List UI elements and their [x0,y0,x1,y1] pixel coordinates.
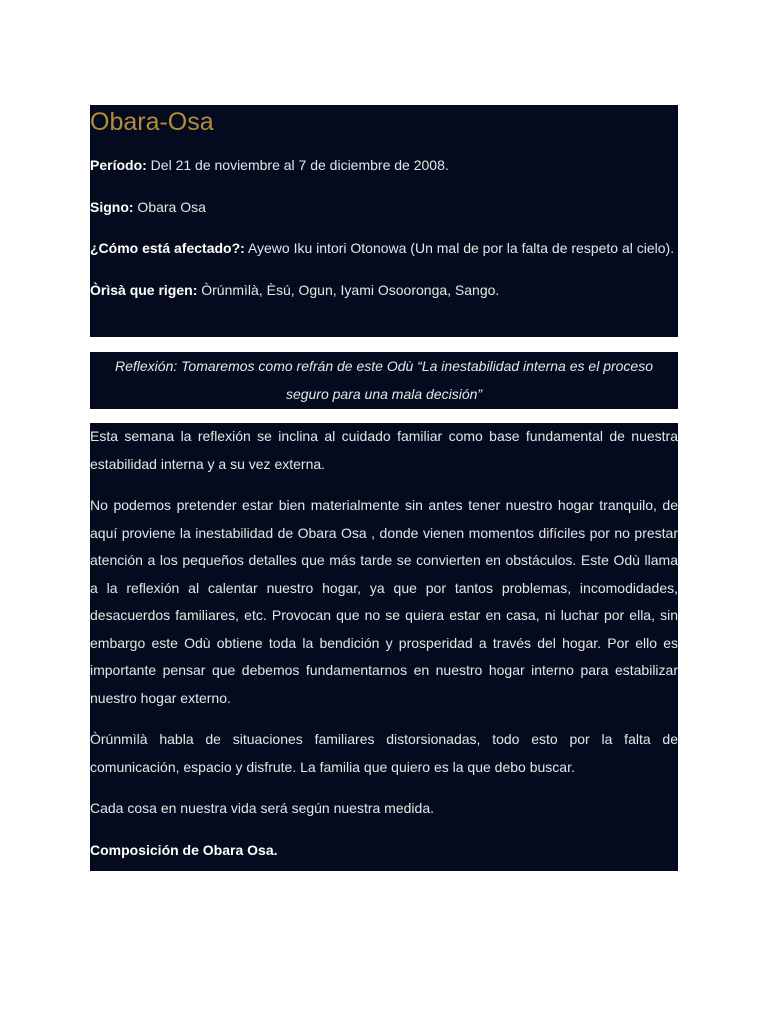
periodo-label: Período: [90,157,147,173]
periodo-line [90,152,678,180]
body-paragraph-1: Esta semana la reflexión se inclina al cuidado familiar como base fundamental de nuestra estabilidad interna y a su vez externa. [90,428,678,472]
reflexion-block [90,352,678,409]
body-paragraph-2: No podemos pretender estar bien materialmente sin antes tener nuestro hogar tranquilo, de aquí proviene la inestabilidad de Obara Osa , donde vienen momentos difíciles por no prestar atención a los pequeños detalles que más tarde se convierten en obstáculos. Este Odù llama a la reflexión al calentar nuestro hogar, ya que por tantos problemas, incomodidades, desacuerdos familiares, etc. Provocan que no se quiera estar en casa, ni luchar por ella, sin embargo este Odù obtiene toda la bendición y prosperidad a través del hogar. Por ello es importante pensar que debemos fundamentarnos en nuestro hogar interno para estabilizar nuestro hogar externo. [90,497,678,706]
orisa-value: Òrúnmìlà, Èsú, Ogun, Iyami Osooronga, Sango. [197,281,500,298]
body-paragraph-4: Cada cosa en nuestra vida será según nuestra medida. [90,800,434,816]
page-title: Obara-Osa [90,108,214,136]
signo-line [90,194,678,222]
afectado-value: Ayewo Iku intori Otonowa (Un mal de por la falta de respeto al cielo). [244,240,675,256]
signo-label: Signo: [90,198,134,215]
body-block [90,423,678,871]
afectado-line [90,235,678,263]
reflexion-quote: Reflexión: Tomaremos como refrán de este Odù “La inestabilidad interna es el proceso seguro para una mala decisión” [115,358,653,402]
body-paragraph-3: Òrúnmìlà habla de situaciones familiares distorsionadas, todo esto por la falta de comunicación, espacio y disfrute. La familia que quiero es la que debo buscar. [90,731,678,775]
periodo-value: Del 21 de noviembre al 7 de diciembre de 2008. [146,157,449,173]
signo-value: Obara Osa [133,198,206,215]
composicion-heading: Composición de Obara Osa. [90,841,278,858]
orisa-line [90,277,678,305]
orisa-label: Òrìsà que rigen: [90,281,198,298]
header-block [90,105,678,337]
afectado-label: ¿Cómo está afectado?: [90,240,245,256]
